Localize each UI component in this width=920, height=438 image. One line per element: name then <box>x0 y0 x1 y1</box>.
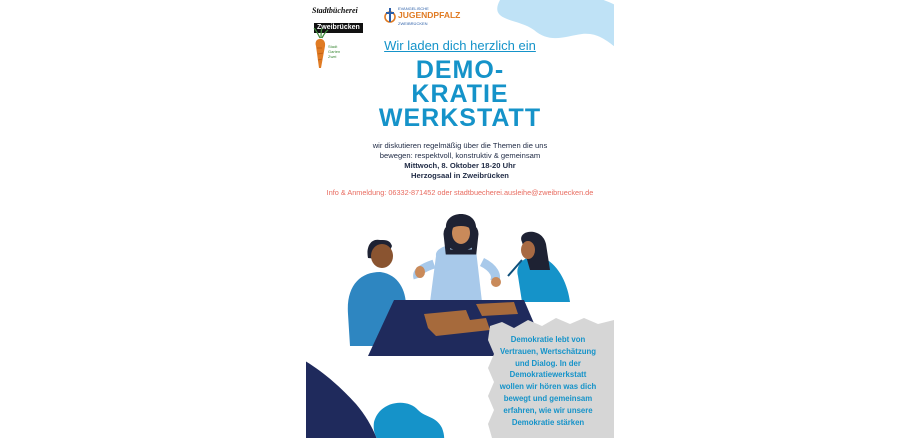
event-poster <box>306 0 614 438</box>
callout-line-1: Demokratie lebt von <box>510 335 586 344</box>
title-line-1: DEMO- <box>415 56 505 84</box>
logo-jugend-sub: ZWEIBRÜCKEN <box>398 21 428 26</box>
callout-line-4: Demokratiewerkstatt <box>509 370 587 380</box>
logo-jugend-big: JUGENDPFALZ <box>398 10 461 20</box>
event-place: Herzogsaal in Zweibrücken <box>411 171 509 180</box>
description-line-1: wir diskutieren regelmäßig über die Themen die uns <box>372 141 548 150</box>
logo-carrot-text: Stadt Garten Zwei <box>328 44 341 59</box>
woman-hijab-figure <box>415 214 501 302</box>
contact-info: Info & Anmeldung: 06332-871452 oder stadtbuecherei.ausleihe@zweibruecken.de <box>326 188 594 197</box>
cross-icon <box>384 8 396 24</box>
jugendpfalz-logo <box>384 6 464 28</box>
logo-stadtbuecherei-line2: Zweibrücken <box>314 23 363 33</box>
callout-text <box>486 334 610 428</box>
invite-heading: Wir laden dich herzlich ein <box>384 38 536 53</box>
title-line-3: WERKSTATT <box>378 104 542 132</box>
callout-line-5: wollen wir hören was dich <box>499 382 597 392</box>
callout-line-2: Vertrauen, Wertschätzung <box>499 346 597 356</box>
woman-right-figure <box>508 232 570 302</box>
description-line-2: bewegen: respektvoll, konstruktiv & gemeinsam <box>379 151 541 160</box>
title-line-2: KRATIE <box>411 80 509 108</box>
logo-jugend-small: EVANGELISCHE <box>398 6 429 11</box>
event-date: Mittwoch, 8. Oktober 18-20 Uhr <box>404 161 516 170</box>
decorative-shapes-bottom-left <box>306 356 466 438</box>
callout-line-8: Demokratie stärken <box>511 417 585 427</box>
callout-line-7: erfahren, wie wir unsere <box>503 405 593 415</box>
logo-stadtbuecherei-line1: Stadtbücherei <box>312 6 358 15</box>
event-description <box>326 141 594 181</box>
callout-line-6: bewegt und gemeinsam <box>503 393 593 403</box>
callout-line-3: und Dialog. In der <box>515 358 581 368</box>
poster-title <box>306 58 614 130</box>
